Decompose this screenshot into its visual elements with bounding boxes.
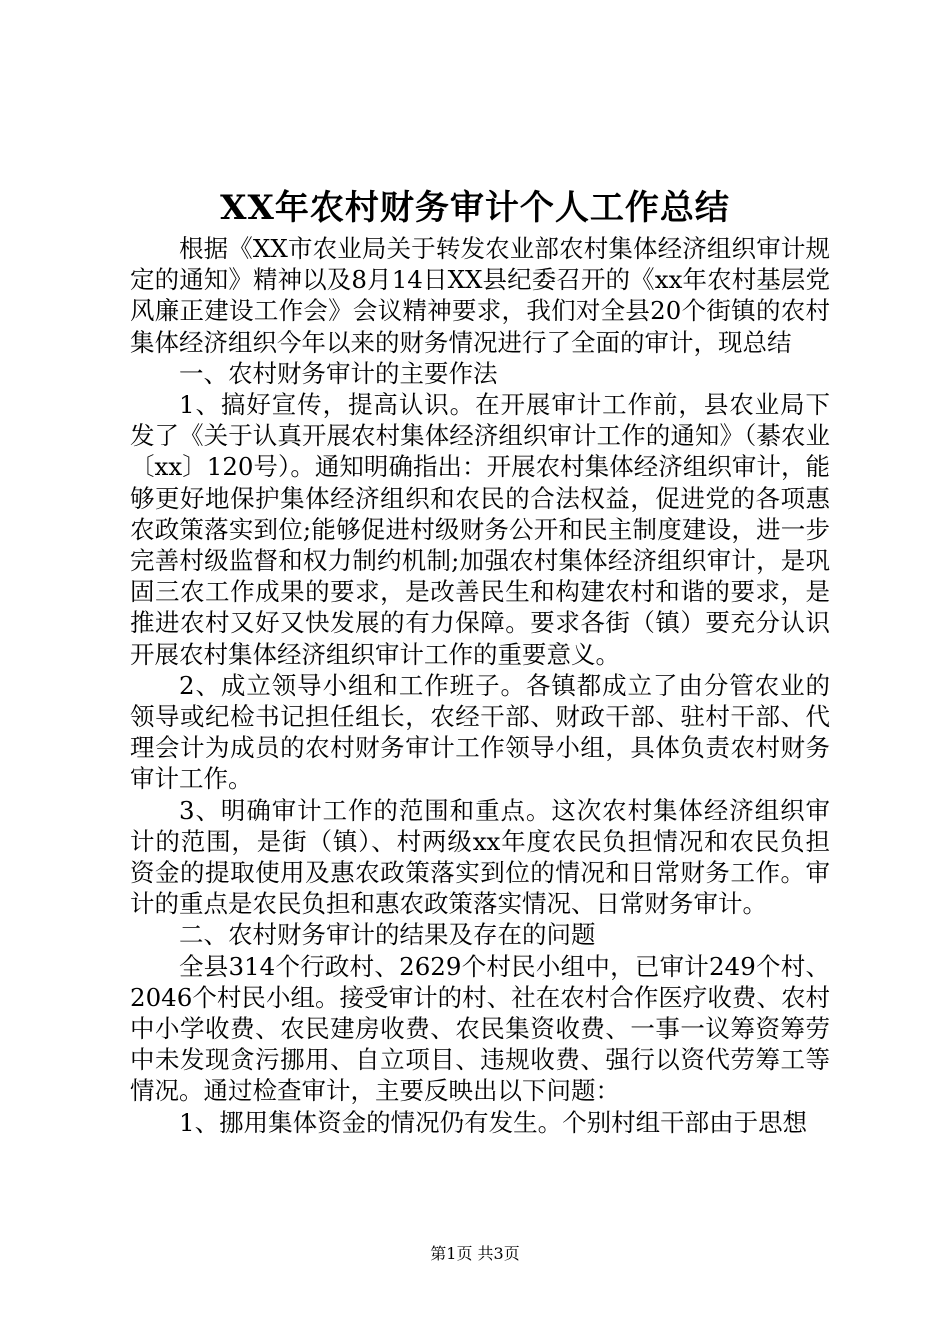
page-number: 第1页 共3页 <box>430 1244 520 1263</box>
paragraph-1-3: 3、明确审计工作的范围和重点。这次农村集体经济组织审计的范围，是街（镇）、村两级xx年度农民负担情况和农民负担资金的提取使用及惠农政策落实到位的情况和日常财务工作。审计的重点是农民负担和惠农政策落实情况、日常财务审计。 <box>130 795 830 919</box>
paragraph-2-intro: 全县314个行政村、2629个村民小组中，已审计249个村、2046个村民小组。接受审计的村、社在农村合作医疗收费、农村中小学收费、农民建房收费、农民集资收费、一事一议筹资筹劳中未发现贪污挪用、自立项目、违规收费、强行以资代劳筹工等情况。通过检查审计，主要反映出以下问题： <box>130 951 830 1106</box>
paragraph-2-1: 1、挪用集体资金的情况仍有发生。个别村组干部由于思想 <box>179 1107 808 1137</box>
document-body <box>130 233 830 1138</box>
paragraph-intro: 根据《XX市农业局关于转发农业部农村集体经济组织审计规定的通知》精神以及8月14日XX县纪委召开的《xx年农村基层党风廉正建设工作会》会议精神要求，我们对全县20个街镇的农村集体经济组织今年以来的财务情况进行了全面的审计，现总结 <box>130 234 830 357</box>
paragraph-1-1: 1、搞好宣传，提高认识。在开展审计工作前，县农业局下发了《关于认真开展农村集体经济组织审计工作的通知》（綦农业〔xx〕120号）。通知明确指出：开展农村集体经济组织审计，能够更好地保护集体经济组织和农民的合法权益，促进党的各项惠农政策落实到位;能够促进村级财务公开和民主制度建设，进一步完善村级监督和权力制约机制;加强农村集体经济组织审计，是巩固三农工作成果的要求，是改善民生和构建农村和谐的要求，是推进农村又好又快发展的有力保障。要求各街（镇）要充分认识开展农村集体经济组织审计工作的重要意义。 <box>130 390 830 669</box>
paragraph-1-2: 2、成立领导小组和工作班子。各镇都成立了由分管农业的领导或纪检书记担任组长，农经干部、财政干部、驻村干部、代理会计为成员的农村财务审计工作领导小组，具体负责农村财务审计工作。 <box>130 670 830 794</box>
section-heading-2: 二、农村财务审计的结果及存在的问题 <box>179 920 596 950</box>
section-heading-1: 一、农村财务审计的主要作法 <box>179 358 498 388</box>
document-title: XX年农村财务审计个人工作总结 <box>220 188 730 228</box>
